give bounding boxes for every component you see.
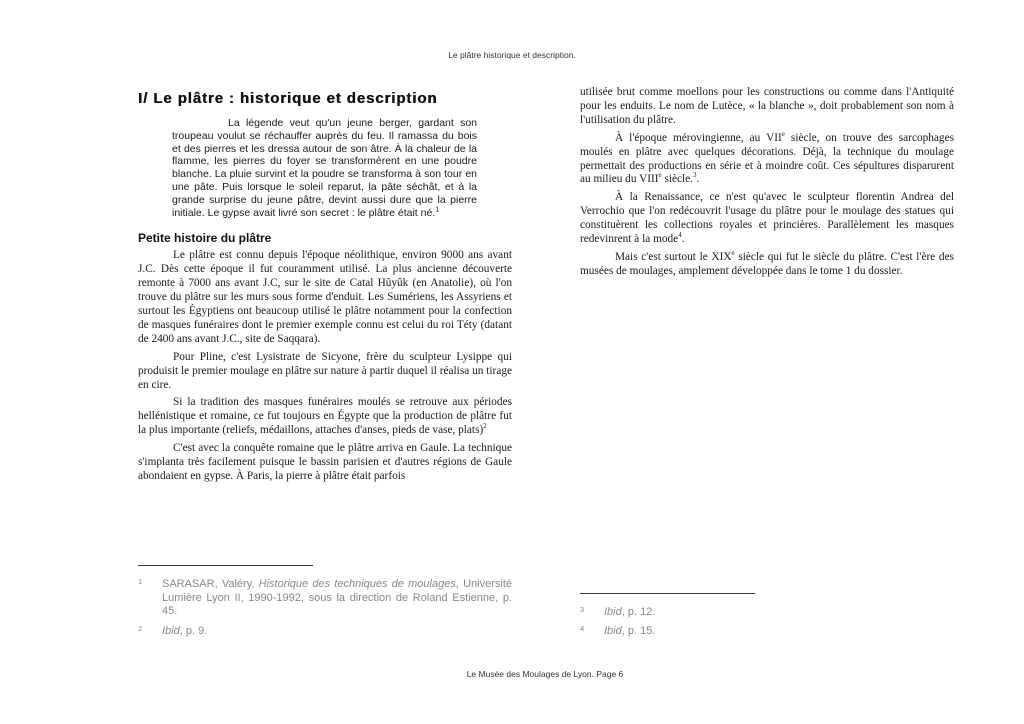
superscript-e: e: [658, 171, 662, 180]
merovingian-text-b: siècle, on trouve des sarcophages moulés en plâtre avec quelques décorations. Déjà, la technique du moulage permettait des productions en série et à moindre coût. Ces sépultures disparurent au milieu du VIII: [580, 131, 954, 186]
paragraph-egypt: [138, 396, 512, 438]
superscript-e: e: [731, 249, 735, 258]
footnote-3: [580, 605, 954, 620]
footnote-number: 2: [138, 624, 143, 633]
running-header: Le plâtre historique et description.: [448, 50, 576, 60]
footnote-2: [138, 624, 512, 639]
paragraph-lutece: utilisée brut comme moellons pour les constructions ou comme dans l'Antiquité pour les enduits. Le nom de Lutèce, « la blanche », doit probablement son nom à l'utilisation du plâtre.: [580, 86, 954, 126]
footnote-4: [580, 624, 954, 639]
right-column: [580, 86, 954, 283]
paragraph-pline: Pour Pline, c'est Lysistrate de Sicyone, frère du sculpteur Lysippe qui produisit le premier moulage en plâtre sur nature à partir duquel il réalisa un tirage en cire.: [138, 350, 512, 391]
footnote-number: 3: [580, 605, 585, 614]
paragraph-egypt-text: Si la tradition des masques funéraires moulés se retrouve aux périodes hellénistique et romaine, ce fut toujours en Égypte que la production de plâtre fut la plus importante (reliefs, médaillons, attaches d'anses, pieds de vase, plats): [138, 396, 512, 437]
footnote-rest: , p. 15.: [621, 625, 656, 637]
footnote-rest: , Université Lumière Lyon II, 1990-1992, sous la direction de Roland Estienne, p. 45.: [162, 578, 513, 617]
footnote-number: 4: [580, 624, 585, 633]
footnote-title: Ibid: [604, 625, 622, 637]
merovingian-text-c: siècle.: [661, 173, 694, 186]
superscript-e: e: [781, 129, 785, 138]
left-column: [138, 90, 512, 488]
footnote-ref-2[interactable]: 2: [483, 422, 487, 431]
footnote-1: [138, 577, 513, 619]
paragraph-gaule: C'est avec la conquête romaine que le plâtre arriva en Gaule. La technique s'implanta très facilement puisque le bassin parisien et d'autres régions de Gaule abondaient en gypse. À Paris, la pierre à plâtre était parfois: [138, 442, 512, 482]
footnote-separator-right: [580, 593, 755, 594]
legend-paragraph: [172, 117, 477, 219]
legend-text: La légende veut qu'un jeune berger, gardant son troupeau voulut se réchauffer auprès du feu. Il ramassa du bois et des pierres et les dressa autour de son âtre. À la chaleur de la flamme, les pierres du foyer se transformèrent en une poudre blanche. La pluie survint et la poudre se transforma à son tour en une pâte. Puis lorsque le soleil reparut, la pâte séchât, et à la grande surprise du jeune pâtre, devint aussi dure que la pierre initiale. Le gypse avait livré son secret : le plâtre était né.: [172, 117, 477, 219]
paragraph-xix: [580, 251, 954, 279]
subsection-title: Petite histoire du plâtre: [138, 231, 272, 246]
paragraph-renaissance: [580, 191, 954, 247]
xix-text-b: siècle qui fut le siècle du plâtre. C'est l'ère des musées de moulages, amplement développée dans le tome 1 du dossier.: [580, 250, 954, 277]
paragraph-neolithic: Le plâtre est connu depuis l'époque néolithique, environ 9000 ans avant J.C. Dès cette époque il fut couramment utilisé. La plus ancienne découverte remonte à 7000 ans avant J.C, sur le site de Catal Hûyûk (en Anatolie), où l'on trouve du plâtre sur les murs sous forme d'enduit. Les Sumériens, les Assyriens et surtout les Égyptiens ont beaucoup utilisé le plâtre notamment pour la confection de masques funéraires dont le premier exemple connu est celui du roi Téty (datant de 2400 ans avant J.C., site de Saqqara).: [138, 249, 512, 345]
footnote-rest: , p. 9.: [179, 625, 208, 637]
footnote-ref-3[interactable]: 3: [693, 171, 697, 180]
footnote-separator-left: [138, 565, 313, 566]
page-footer: Le Musée des Moulages de Lyon. Page 6: [466, 669, 624, 679]
section-title: I/ Le plâtre : historique et description: [138, 90, 438, 107]
merovingian-text-a: À l'époque mérovingienne, au VII: [615, 131, 782, 144]
renaissance-text-end: .: [681, 233, 685, 246]
merovingian-text-end: .: [696, 173, 700, 186]
footnote-number: 1: [138, 577, 143, 586]
footnote-title: Historique des techniques de moulages: [258, 578, 456, 590]
xix-text-a: Mais c'est surtout le XIX: [615, 250, 732, 263]
footnote-ref-4[interactable]: 4: [678, 231, 682, 240]
footnote-author: SARASAR, Valéry,: [162, 578, 259, 590]
footnote-title: Ibid: [162, 625, 180, 637]
renaissance-text: À la Renaissance, ce n'est qu'avec le sculpteur florentin Andrea del Verrochio que l'on redécouvrit l'usage du plâtre pour le moulage des statues qui constituèrent les collections royales et princières. Parallèlement les masques redevinrent à la mode: [580, 191, 954, 246]
footnote-ref-1[interactable]: 1: [435, 206, 440, 214]
footnote-rest: , p. 12.: [621, 606, 656, 618]
paragraph-merovingian: [580, 129, 954, 188]
footnote-title: Ibid: [604, 606, 622, 618]
